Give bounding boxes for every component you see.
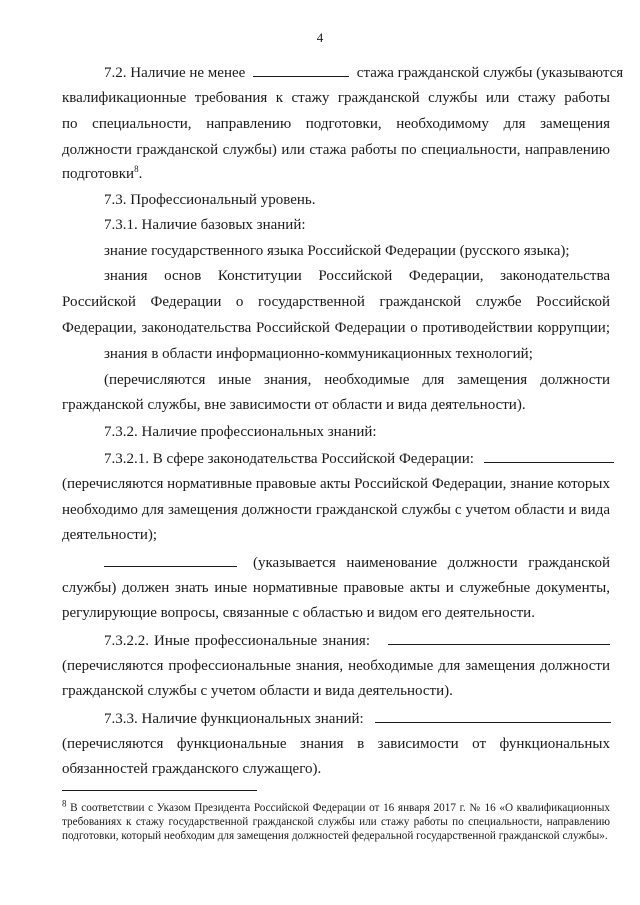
blank-field	[375, 710, 611, 723]
text: 7.3.3. Наличие функциональных знаний:	[104, 711, 364, 727]
text: 7.2. Наличие не менее	[104, 65, 246, 81]
section-7-3-3-line-3: обязанностей гражданского служащего).	[62, 761, 322, 777]
section-7-3-2-heading: 7.3.2. Наличие профессиональных знаний:	[104, 424, 377, 440]
position-name-line-2: службы) должен знать иные нормативные правовые акты и служебные документы,	[62, 580, 610, 596]
section-7-2-line-2: квалификационные требования к стажу гражданской службы или стажу работы	[62, 90, 610, 106]
blank-field	[388, 632, 610, 645]
footnote-line-3: подготовки, который необходим для замещения должностей федеральной государственной гражданской службы».	[62, 830, 608, 842]
text: стажа гражданской службы (указываются	[356, 65, 624, 81]
blank-field	[484, 450, 614, 463]
section-7-3-2-1-line-1	[104, 450, 614, 468]
section-7-2-line-5	[62, 166, 142, 183]
basic-knowledge-other-line-1: (перечисляются иные знания, необходимые для замещения должности	[104, 372, 610, 388]
section-7-3-heading: 7.3. Профессиональный уровень.	[104, 192, 316, 208]
footnote-mark: 8	[62, 798, 67, 809]
text: В соответствии с Указом Президента Российской Федерации от 16 января 2017 г. № 16 «О квалификационных	[70, 802, 611, 814]
basic-knowledge-constitution-line-1: знания основ Конституции Российской Федерации, законодательства	[104, 268, 610, 284]
section-7-2-line-1	[104, 64, 623, 82]
section-7-3-2-2-line-3: гражданской службы с учетом области и вида деятельности).	[62, 683, 453, 699]
section-7-3-2-2-line-2: (перечисляются профессиональные знания, необходимые для замещения должности	[62, 658, 610, 674]
basic-knowledge-constitution-line-3: Федерации, законодательства Российской Федерации о противодействии коррупции;	[62, 320, 610, 336]
text: 7.3.2.1. В сфере законодательства Российской Федерации:	[104, 451, 474, 467]
section-7-3-2-1-line-4: деятельности);	[62, 527, 158, 543]
basic-knowledge-ict: знания в области информационно-коммуникационных технологий;	[104, 346, 533, 362]
position-name-line-3: регулирующие вопросы, связанные с областью и видом его деятельности.	[62, 605, 535, 621]
section-7-3-1-heading: 7.3.1. Наличие базовых знаний:	[104, 217, 306, 233]
basic-knowledge-constitution-line-2: Российской Федерации о государственной гражданской службе Российской	[62, 294, 610, 310]
text: подготовки	[62, 166, 135, 182]
section-7-3-2-2-line-1	[104, 632, 610, 650]
position-name-line-1	[104, 554, 610, 572]
section-7-2-line-3: по специальности, направлению подготовки, необходимому для замещения	[62, 116, 610, 132]
page-number: 4	[316, 30, 324, 45]
basic-knowledge-language: знание государственного языка Российской Федерации (русского языка);	[104, 243, 570, 259]
basic-knowledge-other-line-2: гражданской службы, вне зависимости от области и вида деятельности).	[62, 397, 526, 413]
footnote-separator	[62, 790, 257, 791]
footnote-ref: 8	[134, 164, 139, 174]
text: (указывается наименование должности гражданской	[253, 555, 610, 571]
blank-field	[104, 554, 237, 567]
section-7-3-3-line-2: (перечисляются функциональные знания в зависимости от функциональных	[62, 736, 610, 752]
section-7-3-2-1-line-2: (перечисляются нормативные правовые акты Российской Федерации, знание которых	[62, 476, 610, 492]
footnote-line-2: требованиях к стажу государственной гражданской службы или стажу работы по специальности, направлению	[62, 816, 610, 828]
section-7-3-2-1-line-3: необходимо для замещения должности гражданской службы с учетом области и вида	[62, 502, 610, 518]
blank-field	[253, 64, 349, 77]
footnote-line-1	[62, 798, 611, 815]
section-7-2-line-4: должности гражданской службы) или стажа работы по специальности, направлению	[62, 142, 610, 158]
text: 7.3.2.2. Иные профессиональные знания:	[104, 633, 370, 649]
text: .	[138, 166, 143, 182]
section-7-3-3-line-1	[104, 710, 611, 728]
